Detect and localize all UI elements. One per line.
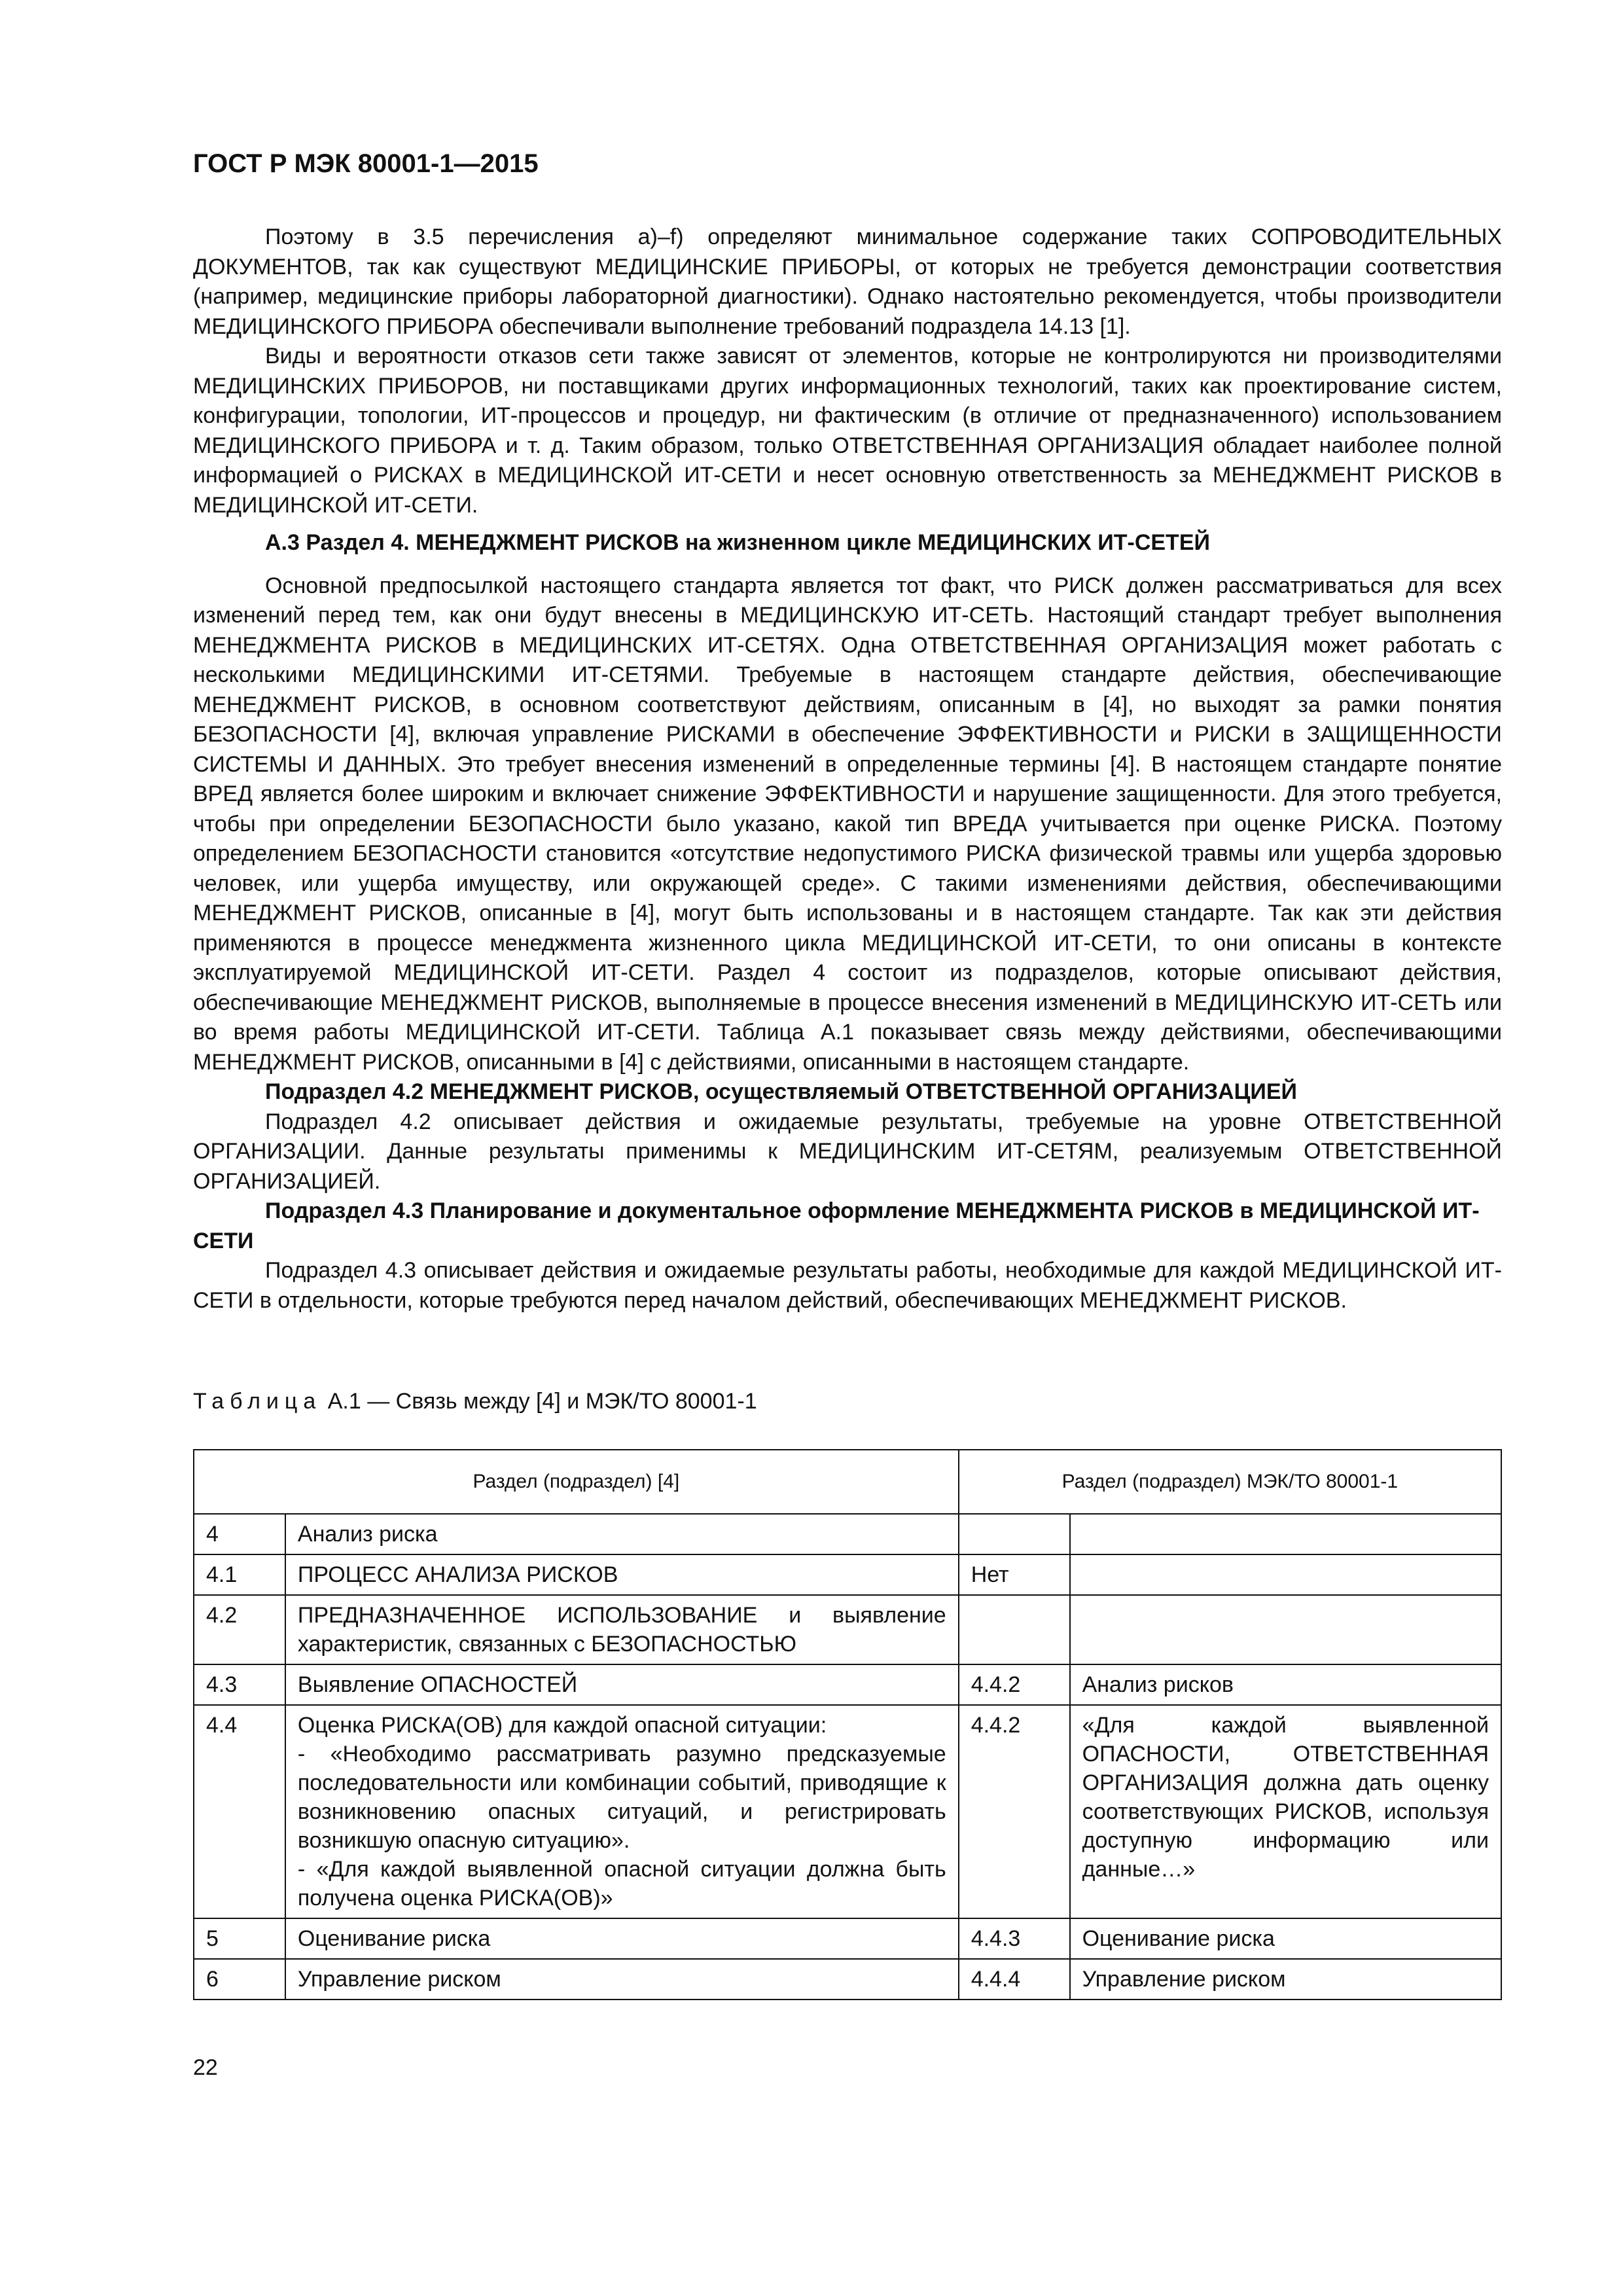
ref-text: «Для каждой выявленной ОПАСНОСТИ, ОТВЕТСТВЕННАЯ ОРГАНИЗАЦИЯ должна дать оценку соответствующих РИСКОВ, используя доступную информацию или данные…» [1070,1705,1501,1918]
ref-number: 4.4.2 [959,1664,1070,1705]
column-header: Раздел (подраздел) МЭК/ТО 80001-1 [959,1450,1501,1514]
ref-text: Оценивание риска [1070,1918,1501,1959]
column-header: Раздел (подраздел) [4] [194,1450,959,1514]
ref-text [1070,1595,1501,1664]
section-text: Выявление ОПАСНОСТЕЙ [285,1664,959,1705]
ref-text [1070,1514,1501,1554]
section-number: 4.1 [194,1554,285,1595]
table-caption-label: Таблица [193,1389,322,1414]
ref-number: 4.4.2 [959,1705,1070,1918]
table-row [194,1918,1501,1959]
ref-text [1070,1554,1501,1595]
paragraph: Подраздел 4.2 описывает действия и ожидаемые результаты, требуемые на уровне ОТВЕТСТВЕННОЙ ОРГАНИЗАЦИИ. Данные результаты применимы к МЕДИЦИНСКИМ ИТ-СЕТЯМ, реализуемым ОТВЕТСТВЕННОЙ ОРГАНИЗАЦИЕЙ. [193,1109,1502,1194]
ref-text: Анализ рисков [1070,1664,1501,1705]
subsection-heading: Подраздел 4.2 МЕНЕДЖМЕНТ РИСКОВ, осуществляемый ОТВЕТСТВЕННОЙ ОРГАНИЗАЦИЕЙ [265,1079,1297,1104]
section-number: 4.3 [194,1664,285,1705]
table-row [194,1705,1501,1918]
section-text-line: - «Для каждой выявленной опасной ситуации должна быть получена оценка РИСКА(ОВ)» [297,1857,946,1910]
section-heading: А.3 Раздел 4. МЕНЕДЖМЕНТ РИСКОВ на жизненном цикле МЕДИЦИНСКИХ ИТ-СЕТЕЙ [265,530,1210,555]
ref-text: Управление риском [1070,1959,1501,2000]
section-text-line: Оценка РИСКА(ОВ) для каждой опасной ситуации: [297,1713,827,1738]
document-body [193,223,1502,1316]
table-row [194,1595,1501,1664]
document-header: ГОСТ Р МЭК 80001-1—2015 [193,149,539,178]
paragraph: Виды и вероятности отказов сети также зависят от элементов, которые не контролируются ни производителями МЕДИЦИНСКИХ ПРИБОРОВ, ни поставщиками других информационных технологий, таких как проектирование систем, конфигурации, топологии, ИТ-процессов и процедур, ни фактическим (в отличие от предназначенного) использованием МЕДИЦИНСКОГО ПРИБОРА и т. д. Таким образом, только ОТВЕТСТВЕННАЯ ОРГАНИЗАЦИЯ обладает наиболее полной информацией о РИСКАХ в МЕДИЦИНСКОЙ ИТ-СЕТИ и несет основную ответственность за МЕНЕДЖМЕНТ РИСКОВ в МЕДИЦИНСКОЙ ИТ-СЕТИ. [193,344,1502,518]
table-row [194,1664,1501,1705]
table-header-row [194,1450,1501,1514]
ref-number: Нет [959,1554,1070,1595]
section-text: Анализ риска [285,1514,959,1554]
table-caption-text: А.1 — Связь между [4] и МЭК/ТО 80001-1 [321,1389,757,1414]
paragraph: Поэтому в 3.5 перечисления а)–f) определяют минимальное содержание таких СОПРОВОДИТЕЛЬНЫХ ДОКУМЕНТОВ, так как существуют МЕДИЦИНСКИЕ ПРИБОРЫ, от которых не требуется демонстрации соответствия (например, медицинские приборы лабораторной диагностики). Однако настоятельно рекомендуется, чтобы производители МЕДИЦИНСКОГО ПРИБОРА обеспечивали выполнение требований подраздела 14.13 [1]. [193,224,1502,339]
section-number: 4.4 [194,1705,285,1918]
section-text: Управление риском [285,1959,959,2000]
page-number: 22 [193,2055,218,2080]
table-row [194,1554,1501,1595]
section-text: ПРОЦЕСС АНАЛИЗА РИСКОВ [285,1554,959,1595]
section-number: 4 [194,1514,285,1554]
reference-table [193,1449,1502,2000]
section-text-line: - «Необходимо рассматривать разумно предсказуемые последовательности или комбинации событий, приводящие к возникновению опасных ситуаций, и регистрировать возникшую опасную ситуацию». [297,1742,946,1853]
section-text: ПРЕДНАЗНАЧЕННОЕ ИСПОЛЬЗОВАНИЕ и выявление характеристик, связанных с БЕЗОПАСНОСТЬЮ [285,1595,959,1664]
ref-number: 4.4.4 [959,1959,1070,2000]
section-text: Оценивание риска [285,1918,959,1959]
ref-number [959,1514,1070,1554]
section-number: 5 [194,1918,285,1959]
paragraph: Подраздел 4.3 описывает действия и ожидаемые результаты работы, необходимые для каждой МЕДИЦИНСКОЙ ИТ-СЕТИ в отдельности, которые требуются перед началом действий, обеспечивающих МЕНЕДЖМЕНТ РИСКОВ. [193,1258,1502,1313]
ref-number [959,1595,1070,1664]
table-row [194,1959,1501,2000]
section-number: 4.2 [194,1595,285,1664]
paragraph: Основной предпосылкой настоящего стандарта является тот факт, что РИСК должен рассматриваться для всех изменений перед тем, как они будут внесены в МЕДИЦИНСКУЮ ИТ-СЕТЬ. Настоящий стандарт требует выполнения МЕНЕДЖМЕНТА РИСКОВ в МЕДИЦИНСКИХ ИТ-СЕТЯХ. Одна ОТВЕТСТВЕННАЯ ОРГАНИЗАЦИЯ может работать с несколькими МЕДИЦИНСКИМИ ИТ-СЕТЯМИ. Требуемые в настоящем стандарте действия, обеспечивающие МЕНЕДЖМЕНТ РИСКОВ, в основном соответствуют действиям, описанным в [4], но выходят за рамки понятия БЕЗОПАСНОСТИ [4], включая управление РИСКАМИ в обеспечение ЭФФЕКТИВНОСТИ и РИСКИ в ЗАЩИЩЕННОСТИ СИСТЕМЫ И ДАННЫХ. Это требует внесения изменений в определенные термины [4]. В настоящем стандарте понятие ВРЕД является более широким и включает снижение ЭФФЕКТИВНОСТИ и нарушение защищенности. Для этого требуется, чтобы при определении БЕЗОПАСНОСТИ было указано, какой тип ВРЕДА учитывается при оценке РИСКА. Поэтому определением БЕЗОПАСНОСТИ становится «отсутствие недопустимого РИСКА физической травмы или ущерба здоровью человек, или ущерба имуществу, или окружающей среде». С такими изменениями действия, обеспечивающими МЕНЕДЖМЕНТ РИСКОВ, описанные в [4], могут быть использованы и в настоящем стандарте. Так как эти действия применяются в процессе менеджмента жизненного цикла МЕДИЦИНСКОЙ ИТ-СЕТИ, то они описаны в контексте эксплуатируемой МЕДИЦИНСКОЙ ИТ-СЕТИ. Раздел 4 состоит из подразделов, которые описывают действия, обеспечивающие МЕНЕДЖМЕНТ РИСКОВ, выполняемые в процессе внесения изменений в МЕДИЦИНСКУЮ ИТ-СЕТЬ или во время работы МЕДИЦИНСКОЙ ИТ-СЕТИ. Таблица А.1 показывает связь между действиями, обеспечивающими МЕНЕДЖМЕНТ РИСКОВ, описанными в [4] с действиями, описанными в настоящем стандарте. [193,573,1502,1075]
section-number: 6 [194,1959,285,2000]
subsection-heading: Подраздел 4.3 Планирование и документальное оформление МЕНЕДЖМЕНТА РИСКОВ в МЕДИЦИНСКОЙ ИТ-СЕТИ [193,1198,1480,1253]
section-text [285,1705,959,1918]
ref-number: 4.4.3 [959,1918,1070,1959]
table-caption [193,1389,757,1414]
table-row [194,1514,1501,1554]
